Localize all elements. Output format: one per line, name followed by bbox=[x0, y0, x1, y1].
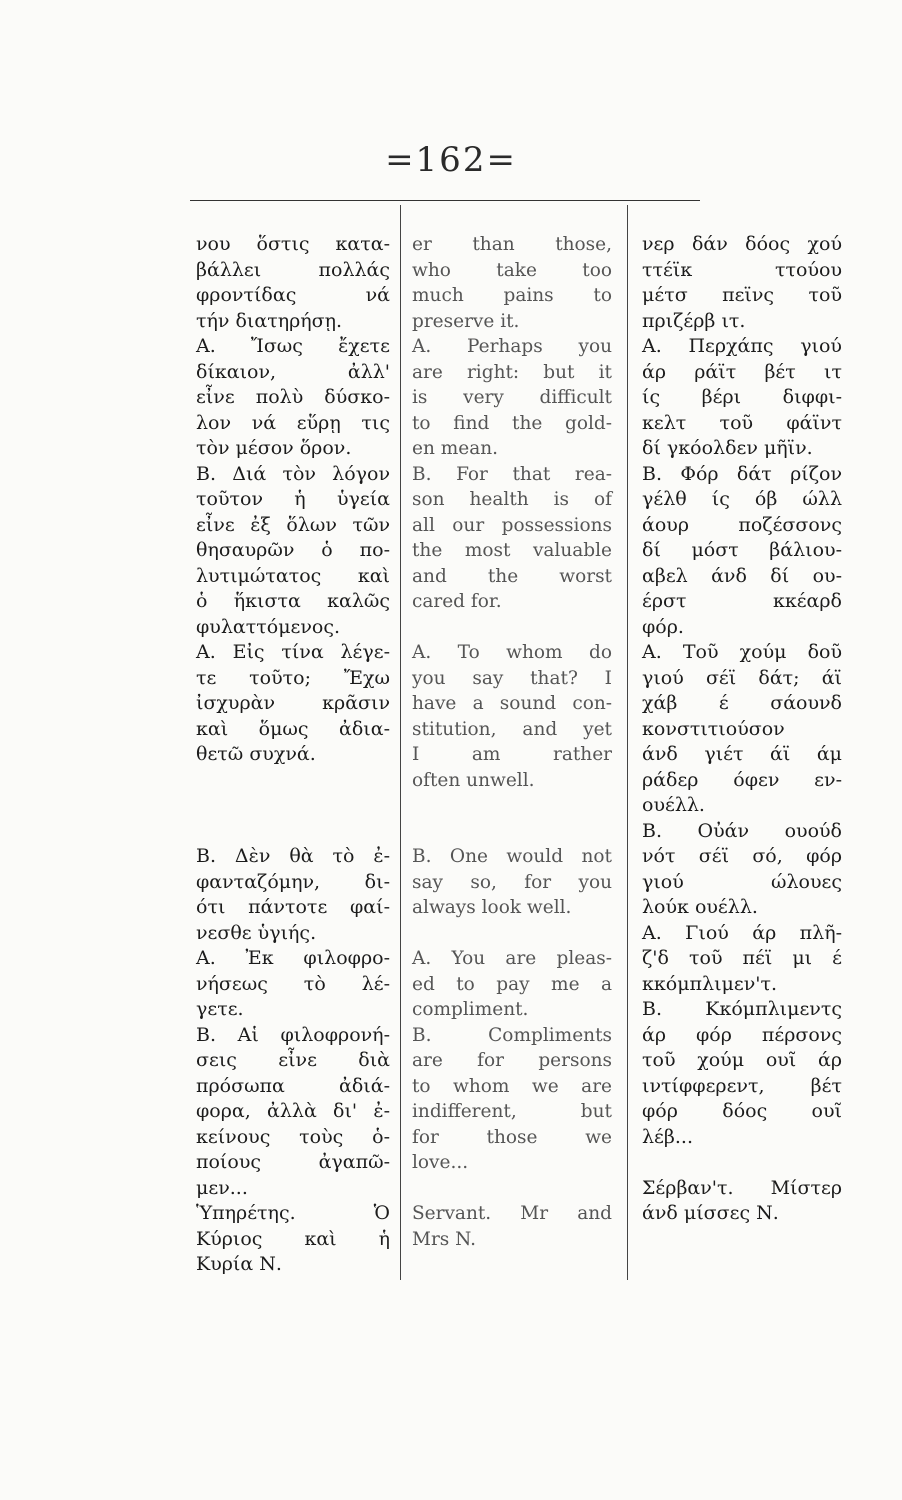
english-line: I am rather bbox=[412, 744, 612, 765]
greek-line: πρόσωπα ἀδιά- bbox=[196, 1074, 390, 1097]
greek-line: εἶνε πολὺ δύσκο- bbox=[196, 386, 390, 408]
greek-line: Ὑπηρέτης. Ὁ bbox=[196, 1202, 390, 1224]
greek-line: Α. Εἰς τίνα λέγε- bbox=[196, 641, 390, 663]
greek-line bbox=[196, 819, 390, 845]
greek-line: φυλαττόμενος. bbox=[196, 615, 341, 638]
transliteration-line: Β. Οὐάν ουούδ bbox=[642, 819, 842, 842]
english-line: compliment. bbox=[412, 999, 529, 1020]
english-line: say so, for you bbox=[412, 871, 612, 893]
greek-line: ἰσχυρὰν κρᾶσιν bbox=[196, 692, 390, 714]
english-line: you say that? I bbox=[412, 667, 612, 689]
top-rule bbox=[190, 200, 700, 201]
transliteration-line: ουέλλ. bbox=[642, 794, 705, 816]
greek-line: λυτιμώτατος καὶ bbox=[196, 564, 390, 587]
greek-line: κείνους τοὺς ὁ- bbox=[196, 1125, 390, 1148]
transliteration-line: ττέϊκ ττούου bbox=[642, 258, 842, 281]
transliteration-line: Β. Κκόμπλιμεντς bbox=[642, 998, 842, 1020]
transliteration-line: Α. Γιού άρ πλῆ- bbox=[642, 921, 842, 944]
english-line: are for persons bbox=[412, 1050, 612, 1071]
transliteration-line: κονστιτιούσον bbox=[642, 717, 785, 740]
transliteration-line: φόρ δόος ουῖ bbox=[642, 1100, 842, 1122]
transliteration-line: άρ ράϊτ βέτ ιτ bbox=[642, 360, 842, 383]
transliteration-line: νότ σέϊ σό, φόρ bbox=[642, 845, 842, 867]
greek-line: θησαυρῶν ὁ πο- bbox=[196, 539, 390, 561]
transliteration-column bbox=[642, 232, 842, 1227]
transliteration-line: φόρ. bbox=[642, 615, 684, 638]
transliteration-line: κελτ τοῦ φάϊντ bbox=[642, 411, 842, 434]
transliteration-line: Β. Φόρ δάτ ρίζον bbox=[642, 462, 842, 485]
transliteration-line: ίς βέρι διφφι- bbox=[642, 386, 842, 408]
greek-line: λον νά εὕρῃ τις bbox=[196, 411, 390, 434]
transliteration-line: λέβ... bbox=[642, 1125, 693, 1148]
greek-line: Κύριος καὶ ἡ bbox=[196, 1227, 390, 1250]
english-line: is very difficult bbox=[412, 387, 612, 408]
greek-line: τοῦτον ἡ ὑγεία bbox=[196, 488, 390, 510]
english-line: to whom we are bbox=[412, 1075, 612, 1097]
greek-line: ὁ ἥκιστα καλῶς bbox=[196, 590, 390, 612]
greek-column bbox=[196, 232, 390, 1278]
english-line: are right: but it bbox=[412, 361, 612, 383]
transliteration-line: ράδερ όφεν εν- bbox=[642, 768, 842, 791]
greek-line bbox=[196, 768, 390, 794]
english-column bbox=[412, 232, 612, 1252]
greek-line: Α. Ἴσως ἔχετε bbox=[196, 335, 390, 357]
english-line: Mrs N. bbox=[412, 1228, 477, 1250]
greek-line: τήν διατηρήσῃ. bbox=[196, 309, 343, 332]
transliteration-line: Α. Τοῦ χούμ δοῦ bbox=[642, 641, 842, 663]
english-line: B. One would not bbox=[412, 846, 612, 867]
greek-line: Α. Ἐκ φιλοφρο- bbox=[196, 947, 390, 969]
transliteration-line: γιού ώλουες bbox=[642, 870, 842, 893]
greek-line: φροντίδας νά bbox=[196, 284, 390, 306]
transliteration-line: λούκ ουέλλ. bbox=[642, 896, 758, 918]
transliteration-line: δί μόστ βάλιου- bbox=[642, 539, 842, 561]
greek-line: ότι πάντοτε φαί- bbox=[196, 896, 390, 918]
english-line: and the worst bbox=[412, 565, 612, 587]
english-line: often unwell. bbox=[412, 769, 535, 791]
greek-line: Β. Διά τὸν λόγον bbox=[196, 462, 390, 485]
transliteration-line: δί γκόολδεν μῆϊν. bbox=[642, 437, 813, 459]
english-line: all our possessions bbox=[412, 514, 612, 536]
english-line: love... bbox=[412, 1152, 469, 1173]
english-line: B. For that rea- bbox=[412, 463, 612, 485]
english-line: stitution, and yet bbox=[412, 718, 612, 740]
transliteration-line: γέλθ ίς όβ ώλλ bbox=[642, 488, 842, 510]
english-line: B. Compliments bbox=[412, 1024, 612, 1046]
column-rule-right bbox=[627, 205, 628, 1280]
column-rule-left bbox=[400, 205, 401, 1280]
english-line: cared for. bbox=[412, 591, 502, 612]
transliteration-line: πριζέρβ ιτ. bbox=[642, 309, 746, 332]
transliteration-line: ιντίφφερεντ, βέτ bbox=[642, 1074, 842, 1097]
english-line: indifferent, but bbox=[412, 1101, 612, 1122]
english-line: for those we bbox=[412, 1126, 612, 1148]
english-line: er than those, bbox=[412, 234, 612, 255]
english-line: much pains to bbox=[412, 285, 612, 306]
greek-line: μεν... bbox=[196, 1176, 248, 1199]
greek-line: σεις εἶνε διὰ bbox=[196, 1049, 390, 1071]
transliteration-line: άουρ ποζέσσονς bbox=[642, 513, 842, 536]
transliteration-line: μέτσ πεϊνς τοῦ bbox=[642, 284, 842, 306]
greek-line: θετῶ συχνά. bbox=[196, 743, 316, 765]
english-line: to find the gold- bbox=[412, 412, 612, 434]
greek-line: τὸν μέσον ὅρον. bbox=[196, 437, 352, 459]
transliteration-line: κκόμπλιμεν'τ. bbox=[642, 972, 778, 995]
greek-line: φανταζόμην, δι- bbox=[196, 870, 390, 893]
transliteration-line: χάβ έ σάουνδ bbox=[642, 692, 842, 714]
transliteration-line: άνδ μίσσες Ν. bbox=[642, 1202, 779, 1224]
english-line: A. You are pleas- bbox=[412, 948, 612, 969]
english-line bbox=[412, 615, 612, 641]
greek-line: Β. Αἱ φιλοφρονή- bbox=[196, 1023, 390, 1046]
transliteration-line: ζ'δ τοῦ πέϊ μι έ bbox=[642, 947, 842, 969]
greek-line: Κυρία Ν. bbox=[196, 1253, 282, 1275]
greek-line: νήσεως τὸ λέ- bbox=[196, 972, 390, 995]
english-line: have a sound con- bbox=[412, 693, 612, 714]
english-line: preserve it. bbox=[412, 310, 520, 332]
greek-line: τε τοῦτο; Ἔχω bbox=[196, 666, 390, 689]
english-line: Servant. Mr and bbox=[412, 1203, 612, 1224]
greek-line: γετε. bbox=[196, 998, 244, 1020]
transliteration-line: γιού σέϊ δάτ; άϊ bbox=[642, 666, 842, 689]
english-line: A. Perhaps you bbox=[412, 336, 612, 357]
greek-line bbox=[196, 793, 390, 819]
transliteration-line: νερ δάν δόος χού bbox=[642, 233, 842, 255]
english-line bbox=[412, 793, 612, 819]
transliteration-line bbox=[642, 1150, 842, 1176]
english-line: A. To whom do bbox=[412, 642, 612, 663]
transliteration-line: άρ φόρ πέρσονς bbox=[642, 1023, 842, 1046]
english-line: who take too bbox=[412, 259, 612, 281]
greek-line: δίκαιον, ἀλλ' bbox=[196, 360, 390, 383]
greek-line: καὶ ὅμως ἀδια- bbox=[196, 717, 390, 740]
english-line: ed to pay me a bbox=[412, 973, 612, 995]
english-line bbox=[412, 1176, 612, 1202]
english-line bbox=[412, 819, 612, 845]
english-line: son health is of bbox=[412, 489, 612, 510]
greek-line: εἶνε ἐξ ὅλων τῶν bbox=[196, 513, 390, 536]
greek-line: νεσθε ὑγιής. bbox=[196, 921, 317, 944]
transliteration-line: Α. Περχάπς γιού bbox=[642, 335, 842, 357]
english-line: always look well. bbox=[412, 897, 572, 918]
greek-line: Β. Δὲν θὰ τὸ ἐ- bbox=[196, 845, 390, 867]
page-number: =162= bbox=[385, 140, 517, 180]
transliteration-line: αβελ άνδ δί ου- bbox=[642, 564, 842, 587]
greek-line: φορα, ἀλλὰ δι' ἐ- bbox=[196, 1100, 390, 1122]
english-line: en mean. bbox=[412, 438, 499, 459]
transliteration-line: έρστ κκέαρδ bbox=[642, 590, 842, 612]
transliteration-line: Σέρβαν'τ. Μίστερ bbox=[642, 1176, 842, 1199]
transliteration-line: τοῦ χούμ ουῖ άρ bbox=[642, 1049, 842, 1071]
greek-line: νου ὅστις κατα- bbox=[196, 233, 390, 255]
greek-line: ποίους ἀγαπῶ- bbox=[196, 1151, 390, 1173]
english-line: the most valuable bbox=[412, 540, 612, 561]
english-line bbox=[412, 921, 612, 947]
transliteration-line: άνδ γιέτ άϊ άμ bbox=[642, 743, 842, 765]
greek-line: βάλλει πολλάς bbox=[196, 258, 390, 281]
